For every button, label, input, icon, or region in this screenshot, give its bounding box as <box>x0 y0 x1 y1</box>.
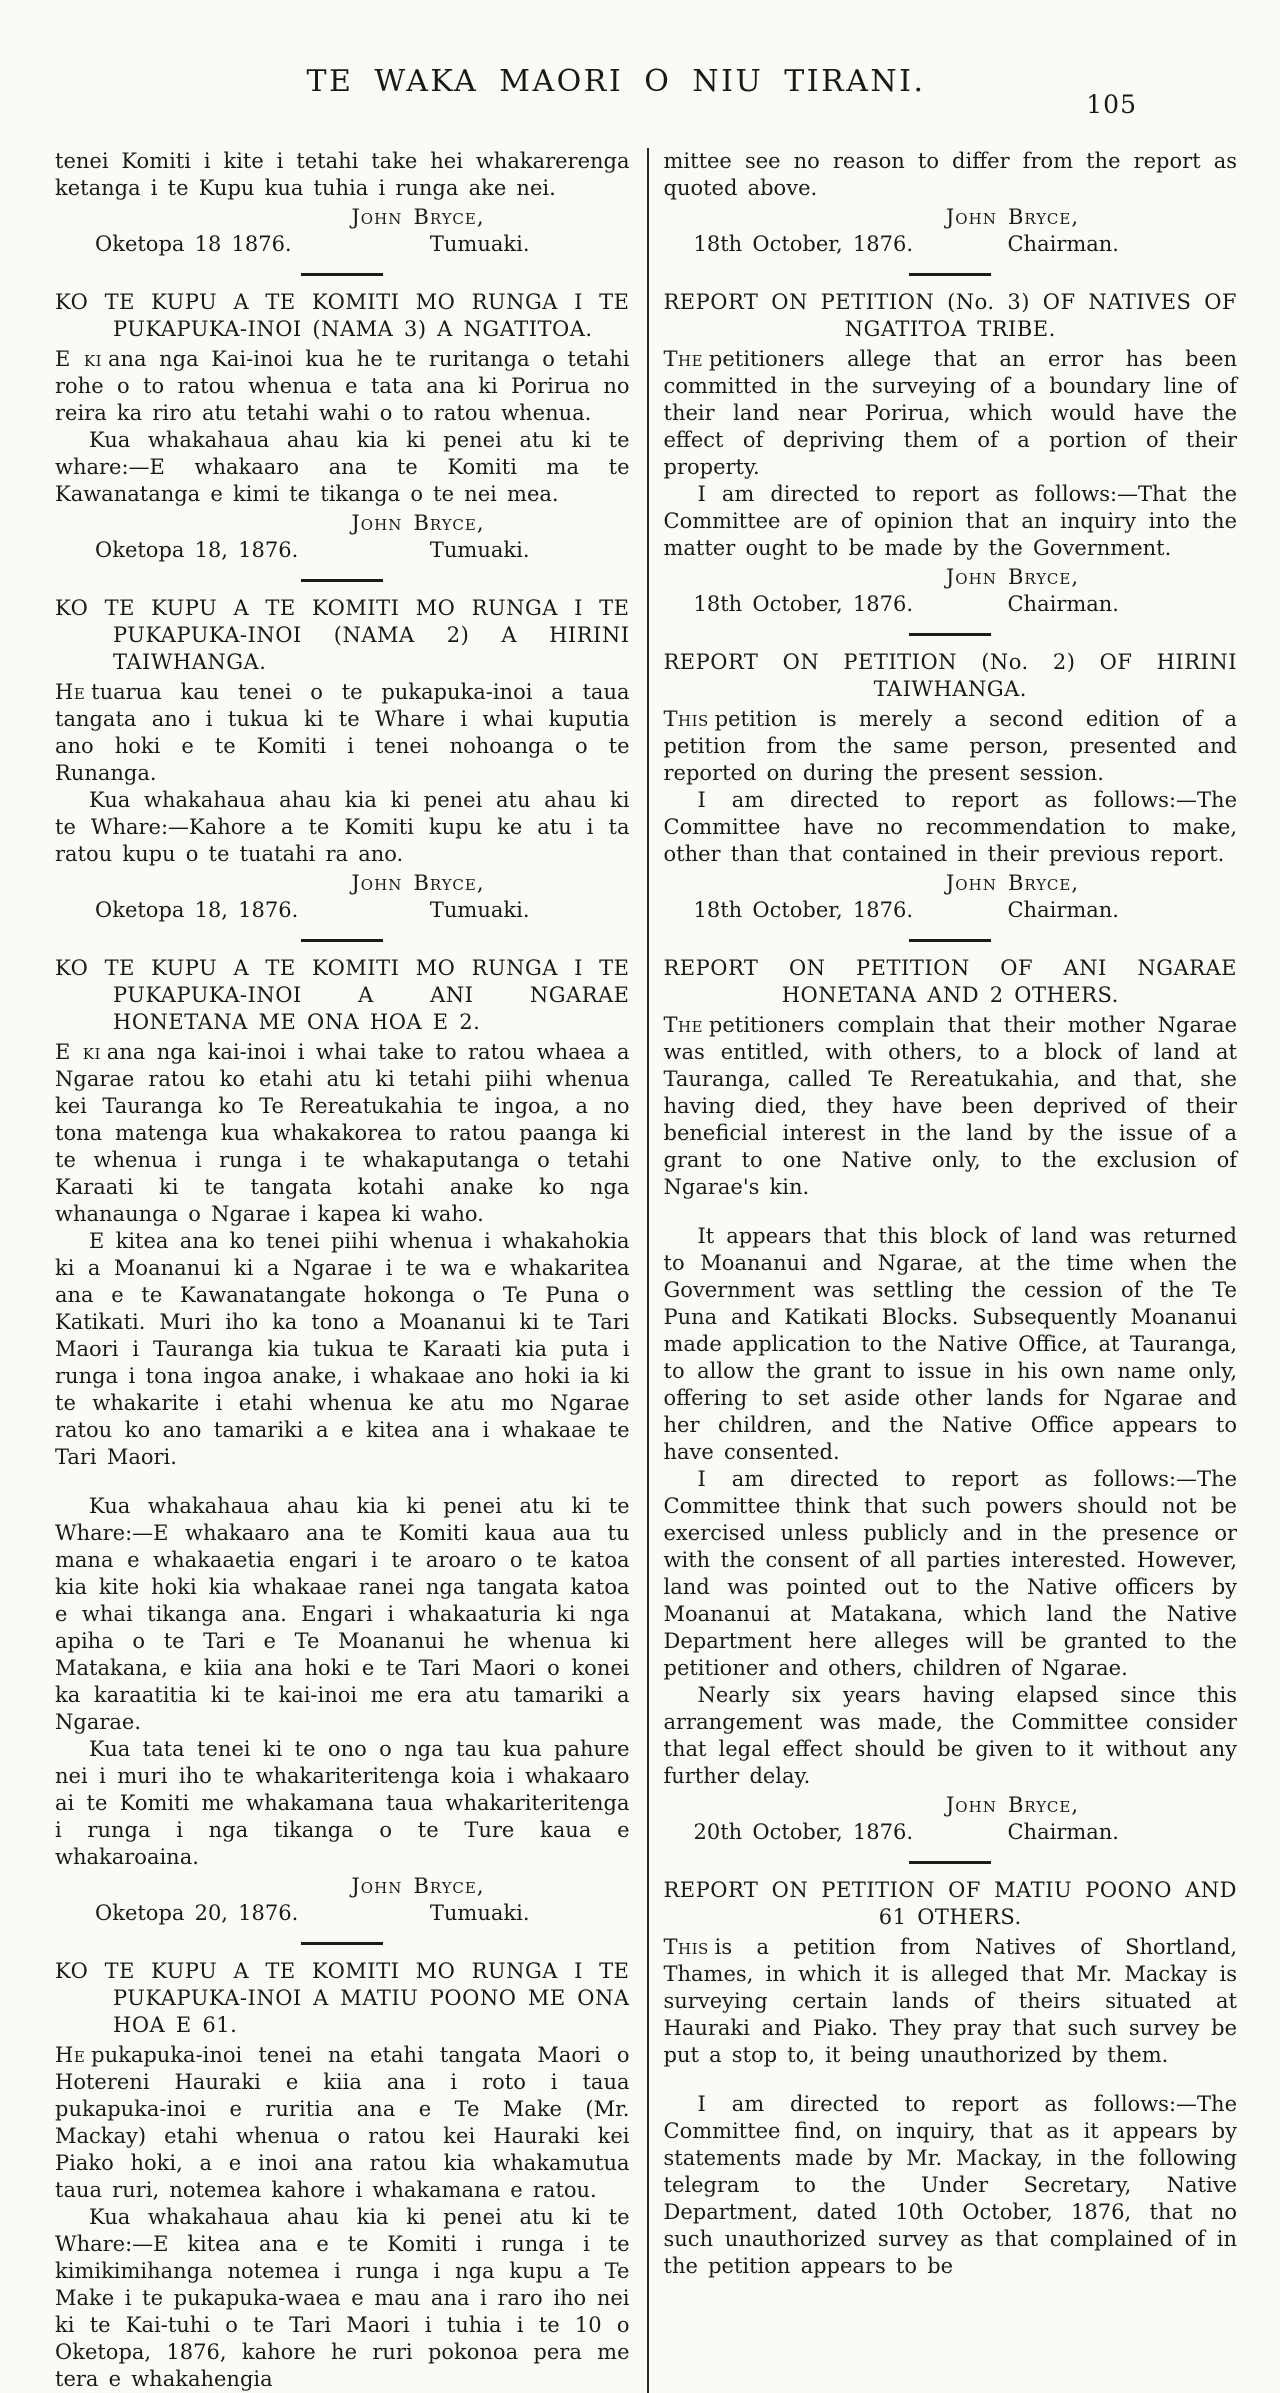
signature-role: Chairman. <box>1007 1820 1119 1844</box>
paragraph-lead: This <box>663 1935 709 1959</box>
column-layout <box>55 148 1237 2393</box>
signature-date: 18th October, 1876. <box>693 232 913 256</box>
paragraph <box>664 481 1238 562</box>
paragraph-text: I am directed to report as follows:—That the Committee are of opinion that an inquiry into the matter ought to be made by the Government. <box>663 482 1237 560</box>
signature-block <box>664 870 1238 924</box>
signature-date: 18th October, 1876. <box>693 898 913 922</box>
paragraph-text: ana nga Kai-inoi kua he te ruritanga o tetahi rohe o to ratou whenua e tata ana ki Porirua no reira ka riro atu tetahi wahi o to ratou whenua. <box>55 347 630 425</box>
signature-name: John Bryce, <box>945 1793 1079 1817</box>
paragraph-text: pukapuka-inoi tenei na etahi tangata Maori o Hotereni Hauraki e kiia ana i roto i taua pukapuka-inoi e ruritia ana e Te Make (Mr. Mackay) etahi whenua o ratou kei Hauraki kei Piako hoki, a e inoi ana ratou kia whakamutua taua ruri, notemea kahore i whakamana e ratou. <box>55 2043 630 2202</box>
signature-date: Oketopa 20, 1876. <box>95 1901 299 1925</box>
paragraph-text: Kua tata tenei ki te ono o nga tau kua pahure nei i muri iho te whakariteritenga koia i whakaaro ai te Komiti me whakamana taua whakariteritenga i runga i nga tikanga o te Ture kaua e whakaroaina. <box>55 1737 630 1869</box>
paragraph <box>664 1682 1238 1790</box>
paragraph-text: is a petition from Natives of Shortland, Thames, in which it is alleged that Mr. Mackay is surveying certain lands of theirs situated at Hauraki and Piako. They pray that such survey be put a stop to, it being unauthorized by them. <box>663 1935 1237 2067</box>
signature-name: John Bryce, <box>351 205 485 229</box>
signature-name: John Bryce, <box>945 205 1079 229</box>
signature-block <box>55 204 630 258</box>
page-title: TE WAKA MAORI O NIU TIRANI. <box>306 64 926 99</box>
paragraph <box>664 787 1238 868</box>
paragraph-text: I am directed to report as follows:—The Committee find, on inquiry, that as it appears by statements made by Mr. Mackay, in the following telegram to the Under Secretary, Native Department, dated 10th October, 1876, that no such unauthorized survey as that complained of in the petition appears to be <box>663 2092 1237 2278</box>
section-divider <box>909 633 991 636</box>
section-heading: REPORT ON PETITION (No. 2) OF HIRINI TAIWHANGA. <box>663 650 1237 701</box>
signature-row <box>664 1819 1238 1846</box>
section-heading: KO TE KUPU A TE KOMITI MO RUNGA I TE PUKAPUKA-INOI A MATIU POONO ME ONA HOA E 61. <box>55 1959 630 2037</box>
signature-row <box>55 1900 630 1927</box>
paragraph-lead: E ki <box>55 347 103 371</box>
paragraph-text: petition is merely a second edition of a petition from the same person, presented and reported on during the present session. <box>663 707 1237 785</box>
paragraph <box>664 706 1238 787</box>
signature-block <box>664 1792 1238 1846</box>
paragraph <box>664 148 1238 202</box>
paragraph <box>664 1466 1238 1682</box>
section-divider <box>909 273 991 276</box>
paragraph <box>55 427 630 508</box>
section-divider <box>909 939 991 942</box>
paragraph-text: tuarua kau tenei o te pukapuka-inoi a taua tangata ano i tukua ki te Whare i whai kuputia ano hoki e te Komiti i tenei nohoanga o te Runanga. <box>55 680 630 785</box>
paragraph-lead: The <box>663 1013 704 1037</box>
left-column-maori <box>55 148 649 2393</box>
signature-date: 20th October, 1876. <box>693 1820 913 1844</box>
paragraph <box>664 1223 1238 1466</box>
paragraph <box>55 148 630 202</box>
paragraph <box>664 2091 1238 2280</box>
section-heading: KO TE KUPU A TE KOMITI MO RUNGA I TE PUKAPUKA-INOI (NAMA 2) A HIRINI TAIWHANGA. <box>55 596 630 674</box>
signature-role: Chairman. <box>1007 232 1119 256</box>
paragraph <box>55 2204 630 2393</box>
paragraph-text: petitioners allege that an error has been committed in the surveying of a boundary line of their land near Porirua, which would have the effect of depriving them of a portion of their property. <box>663 347 1237 479</box>
paragraph-text: Kua whakahaua ahau kia ki penei atu ahau ki te Whare:—Kahore a te Komiti kupu ke atu i ta ratou kupu o te tuatahi ra ano. <box>55 788 630 866</box>
signature-block <box>55 870 630 924</box>
page-number: 105 <box>1086 90 1137 119</box>
right-column-english <box>649 148 1238 2393</box>
paragraph <box>664 1934 1238 2069</box>
paragraph-text: petitioners complain that their mother Ngarae was entitled, with others, to a block of land at Tauranga, called Te Rereatukahia, and that, she having died, they have been deprived of their beneficial interest in the land by the issue of a grant to one Native only, to the exclusion of Ngarae's kin. <box>663 1013 1237 1199</box>
paragraph <box>55 1736 630 1871</box>
signature-role: Chairman. <box>1007 898 1119 922</box>
paragraph-text: Kua whakahaua ahau kia ki penei atu ki te Whare:—E kitea ana e te Komiti i runga i te kimikimihanga notemea i runga i nga kupu a Te Make i te pukapuka-waea e mau ana i raro iho nei ki te Kai-tuhi o te Tari Maori i tuhia i te 10 o Oketopa, 1876, kahore he ruri pokonoa pera me tera e whakahengia <box>55 2205 630 2391</box>
section-divider <box>301 939 383 942</box>
masthead <box>55 0 1237 148</box>
signature-name: John Bryce, <box>945 871 1079 895</box>
paragraph-text: mittee see no reason to differ from the report as quoted above. <box>663 149 1237 200</box>
paragraph-text: Kua whakahaua ahau kia ki penei atu ki te Whare:—E whakaaro ana te Komiti kaua aua tu mana e whakaaetia engari i te aroaro o te katoa kia kite hoki kia whakaae ranei nga tangata katoa e whai tikanga ana. Engari i whakaaturia ki nga apiha o te Tari e Te Moananui he whenua ki Matakana, e kiia ana hoki e te Tari Maori o konei ka karaatitia ki te kai-inoi me era atu tamariki a Ngarae. <box>55 1494 630 1734</box>
section-divider <box>301 579 383 582</box>
signature-row <box>664 897 1238 924</box>
signature-date: Oketopa 18, 1876. <box>95 898 299 922</box>
signature-row <box>55 897 630 924</box>
paragraph-text: Nearly six years having elapsed since this arrangement was made, the Committee consider that legal effect should be given to it without any further delay. <box>663 1683 1237 1788</box>
paragraph <box>55 1228 630 1471</box>
paragraph <box>664 1012 1238 1201</box>
section-heading: REPORT ON PETITION OF MATIU POONO AND 61 OTHERS. <box>663 1878 1237 1929</box>
signature-date: Oketopa 18, 1876. <box>95 538 299 562</box>
signature-role: Tumuaki. <box>429 898 530 922</box>
paragraph <box>55 1039 630 1228</box>
paragraph <box>55 679 630 787</box>
signature-block <box>664 564 1238 618</box>
section-divider <box>301 273 383 276</box>
signature-role: Tumuaki. <box>429 538 530 562</box>
section-heading: REPORT ON PETITION OF ANI NGARAE HONETANA AND 2 OTHERS. <box>663 956 1237 1007</box>
signature-date: Oketopa 18 1876. <box>95 232 292 256</box>
signature-role: Tumuaki. <box>429 232 530 256</box>
paragraph-text: ana nga kai-inoi i whai take to ratou whaea a Ngarae ratou ko etahi atu ki tetahi piihi whenua kei Tauranga ko Te Rereatukahia te ingoa, a no tona matenga kua whakakorea to ratou paanga ki te whenua i runga i te whakaputanga o tetahi Karaati ki te tangata kotahi anake ko nga whanaunga o Ngarae i kapea ki waho. <box>55 1040 630 1226</box>
paragraph <box>55 1493 630 1736</box>
signature-row <box>55 537 630 564</box>
section-divider <box>909 1861 991 1864</box>
paragraph <box>664 346 1238 481</box>
paragraph-text: tenei Komiti i kite i tetahi take hei whakarerenga ketanga i te Kupu kua tuhia i runga ake nei. <box>55 149 630 200</box>
paragraph-text: I am directed to report as follows:—The Committee think that such powers should not be exercised unless publicly and in the presence or with the consent of all parties interested. However, land was pointed out to the Native officers by Moananui at Matakana, which land the Native Department here alleges will be granted to the petitioner and others, children of Ngarae. <box>663 1467 1237 1680</box>
signature-date: 18th October, 1876. <box>693 592 913 616</box>
paragraph-lead: He <box>55 680 86 704</box>
signature-row <box>664 591 1238 618</box>
section-divider <box>301 1942 383 1945</box>
paragraph <box>55 2042 630 2204</box>
paragraph-lead: He <box>55 2043 86 2067</box>
paragraph-lead: This <box>663 707 709 731</box>
section-heading: REPORT ON PETITION (No. 3) OF NATIVES OF NGATITOA TRIBE. <box>663 290 1237 341</box>
signature-name: John Bryce, <box>351 871 485 895</box>
signature-role: Chairman. <box>1007 592 1119 616</box>
signature-block <box>664 204 1238 258</box>
paragraph-lead: The <box>663 347 704 371</box>
section-heading: KO TE KUPU A TE KOMITI MO RUNGA I TE PUKAPUKA-INOI A ANI NGARAE HONETANA ME ONA HOA E 2. <box>55 956 630 1034</box>
signature-name: John Bryce, <box>351 511 485 535</box>
section-heading: KO TE KUPU A TE KOMITI MO RUNGA I TE PUKAPUKA-INOI (NAMA 3) A NGATITOA. <box>55 290 630 341</box>
signature-block <box>55 510 630 564</box>
signature-name: John Bryce, <box>945 565 1079 589</box>
signature-name: John Bryce, <box>351 1874 485 1898</box>
signature-block <box>55 1873 630 1927</box>
signature-row <box>664 231 1238 258</box>
paragraph <box>55 787 630 868</box>
paragraph <box>55 346 630 427</box>
paragraph-text: It appears that this block of land was returned to Moananui and Ngarae, at the time when the Government was settling the cession of the Te Puna and Katikati Blocks. Subsequently Moananui made application to the Native Office, at Tauranga, to allow the grant to issue in his own name only, offering to set aside other lands for Ngarae and her children, and the Native Office appears to have consented. <box>663 1224 1237 1464</box>
signature-row <box>55 231 630 258</box>
paragraph-text: Kua whakahaua ahau kia ki penei atu ki te whare:—E whakaaro ana te Komiti ma te Kawanatanga e kimi te tikanga o te nei mea. <box>55 428 630 506</box>
paragraph-lead: E ki <box>55 1040 101 1064</box>
signature-role: Tumuaki. <box>429 1901 530 1925</box>
paragraph-text: I am directed to report as follows:—The Committee have no recommendation to make, other than that contained in their previous report. <box>663 788 1237 866</box>
paragraph-text: E kitea ana ko tenei piihi whenua i whakahokia ki a Moananui ki a Ngarae i te wa e whakaritea ana e te Kawanatangate hokonga o Te Puna o Katikati. Muri iho ka tono a Moananui ki te Tari Maori i Tauranga kia tukua te Karaati kia puta i runga i tona ingoa anake, i whakaae ano hoki ia ki te whakarite i etahi whenua ke atu mo Ngarae ratou ko ano tamariki a e kitea ana i whakaae te Tari Maori. <box>55 1229 630 1469</box>
